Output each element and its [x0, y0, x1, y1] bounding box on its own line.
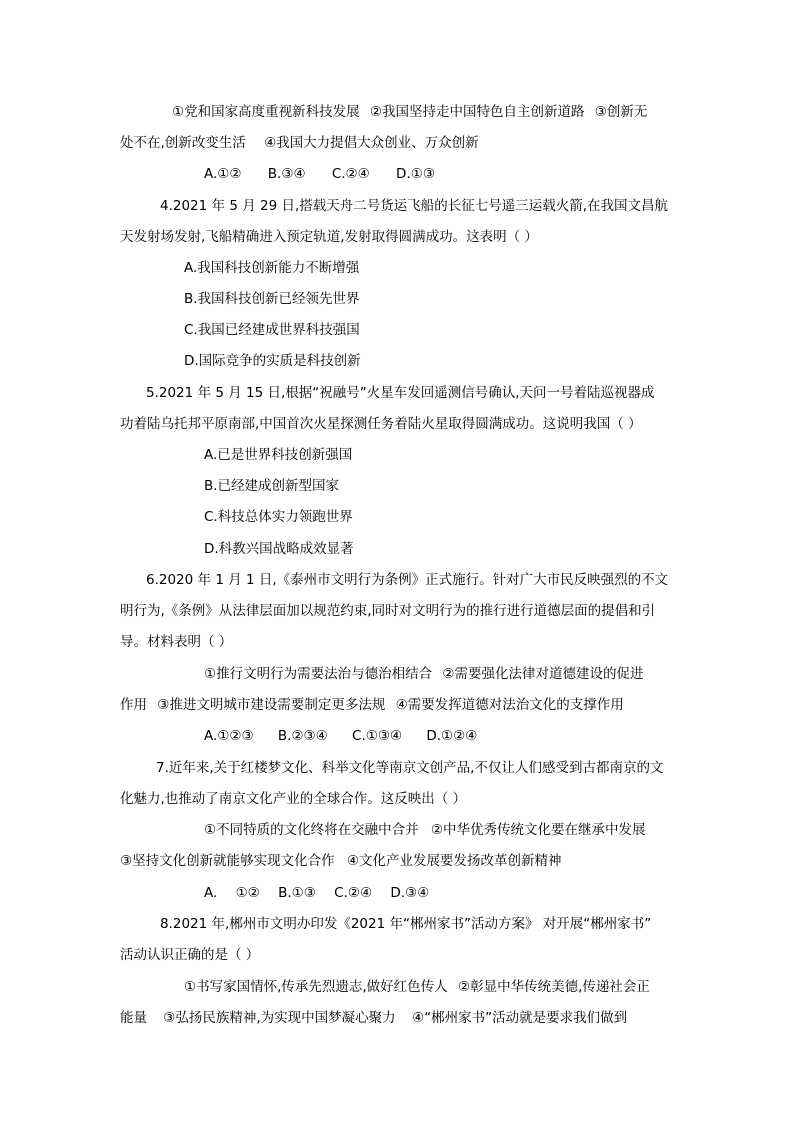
text-line-8: C.我国已经建成世界科技强国 [184, 322, 360, 338]
text-line-29: ①书写家国情怀,传承先烈遗志,做好红色传人 ②彰显中华传统美德,传递社会正 [184, 979, 650, 995]
text-line-15: D.科教兴国战略成效显著 [204, 541, 354, 557]
text-line-7: B.我国科技创新已经领先世界 [184, 291, 360, 307]
text-line-22: 7.近年来,关于红楼梦文化、科举文化等南京文创产品,不仅让人们感受到古都南京的文 [156, 760, 664, 776]
text-line-20: 作用 ③推进文明城市建设需要制定更多法规 ④需要发挥道德对法治文化的支撑作用 [120, 697, 624, 713]
text-line-18: 导。材料表明（ ） [120, 634, 233, 650]
text-line-26: A. ①② B.①③ C.②④ D.③④ [204, 885, 430, 901]
text-line-3: A.①② B.③④ C.②④ D.①③ [204, 166, 435, 182]
text-line-2: 处不在,创新改变生活 ④我国大力提倡大众创业、万众创新 [120, 135, 479, 151]
text-line-1: ①党和国家高度重视新科技发展 ②我国坚持走中国特色自主创新道路 ③创新无 [172, 104, 648, 120]
text-line-6: A.我国科技创新能力不断增强 [184, 260, 360, 276]
text-line-10: 5.2021 年 5 月 15 日,根据“祝融号”火星车发回遥测信号确认,天问一号着陆巡视器成 [146, 385, 655, 401]
text-line-23: 化魅力,也推动了南京文化产业的全球合作。这反映出（ ） [120, 791, 467, 807]
text-line-12: A.已是世界科技创新强国 [204, 447, 353, 463]
text-line-13: B.已经建成创新型国家 [204, 478, 340, 494]
text-line-21: A.①②③ B.②③④ C.①③④ D.①②④ [204, 728, 478, 744]
text-line-16: 6.2020 年 1 月 1 日,《泰州市文明行为条例》正式施行。针对广大市民反映强烈的不文 [146, 572, 669, 588]
text-line-9: D.国际竞争的实质是科技创新 [184, 353, 361, 369]
text-line-19: ①推行文明行为需要法治与德治相结合 ②需要强化法律对道德建设的促进 [204, 666, 644, 682]
text-line-25: ③坚持文化创新就能够实现文化合作 ④文化产业发展要发扬改革创新精神 [120, 853, 562, 869]
text-line-11: 功着陆乌托邦平原南部,中国首次火星探测任务着陆火星取得圆满成功。这说明我国（ ） [120, 416, 642, 432]
text-line-14: C.科技总体实力领跑世界 [204, 509, 353, 525]
text-line-24: ①不同特质的文化终将在交融中合并 ②中华优秀传统文化要在继承中发展 [204, 822, 646, 838]
text-line-27: 8.2021 年,郴州市文明办印发《2021 年“郴州家书”活动方案》 对开展“郴州家书” [160, 916, 652, 932]
text-line-28: 活动认识正确的是（ ） [120, 947, 260, 963]
text-line-4: 4.2021 年 5 月 29 日,搭载天舟二号货运飞船的长征七号遥三运载火箭,在我国文昌航 [160, 198, 669, 214]
text-line-30: 能量 ③弘扬民族精神,为实现中国梦凝心聚力 ④“郴州家书”活动就是要求我们做到 [120, 1010, 628, 1026]
text-line-17: 明行为,《条例》从法律层面加以规范约束,同时对文明行为的推行进行道德层面的提倡和引 [120, 603, 656, 619]
text-line-5: 天发射场发射,飞船精确进入预定轨道,发射取得圆满成功。这表明（ ） [120, 229, 538, 245]
